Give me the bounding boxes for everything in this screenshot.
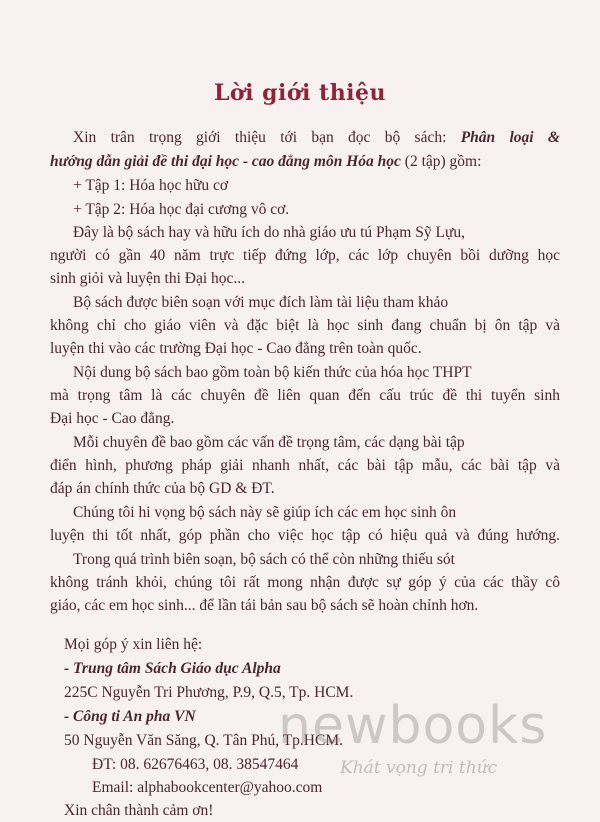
contact-heading: Mọi góp ý xin liên hệ: bbox=[64, 636, 203, 653]
contact-org-anpha-address: 50 Nguyễn Văn Săng, Q. Tân Phú, Tp.HCM. bbox=[64, 732, 343, 749]
topics-line-2: điển hình, phương pháp giải nhanh nhất, các bài tập mẫu, các bài tập và bbox=[50, 457, 560, 474]
contact-org-alpha-address: 225C Nguyễn Tri Phương, P.9, Q.5, Tp. HCM. bbox=[64, 684, 354, 701]
intro-line-1 bbox=[50, 127, 560, 149]
book-title-part1: Phân loại & bbox=[460, 129, 560, 146]
purpose-line-1: Bộ sách được biên soạn với mục đích làm tài liệu tham khảo bbox=[73, 294, 449, 311]
content-line-3: Đại học - Cao đẳng. bbox=[50, 410, 175, 427]
contact-phone: ĐT: 08. 62676463, 08. 38547464 bbox=[92, 756, 299, 773]
author-line-2: người có gần 40 năm trực tiếp đứng lớp, các lớp chuyên bồi dưỡng học bbox=[50, 247, 560, 264]
purpose-line-2: không chỉ cho giáo viên và đặc biệt là học sinh đang chuẩn bị ôn tập và bbox=[50, 317, 560, 334]
hope-line-1: Chúng tôi hi vọng bộ sách này sẽ giúp ích các em học sinh ôn bbox=[73, 504, 457, 521]
author-line-3: sinh giỏi và luyện thi Đại học... bbox=[50, 270, 246, 287]
purpose-line-3: luyện thi vào các trường Đại học - Cao đẳng trên toàn quốc. bbox=[50, 340, 422, 357]
feedback-line-2: không tránh khỏi, chúng tôi rất mong nhận được sự góp ý của các thầy cô bbox=[50, 574, 560, 591]
intro-tail: (2 tập) gồm: bbox=[400, 153, 482, 170]
volume-2: + Tập 2: Hóa học đại cương vô cơ. bbox=[73, 201, 290, 218]
contact-org-alpha: - Trung tâm Sách Giáo dục Alpha bbox=[64, 660, 281, 677]
contact-org-anpha: - Công ti An pha VN bbox=[64, 708, 196, 725]
closing-thanks: Xin chân thành cảm ơn! bbox=[64, 802, 214, 819]
page-title: Lời giới thiệu bbox=[213, 80, 387, 106]
newbooks-watermark: newbooks bbox=[278, 696, 548, 756]
intro-line-2 bbox=[50, 151, 481, 173]
watermark-tagline: Khát vọng tri thức bbox=[340, 758, 498, 778]
content-line-2: mà trọng tâm là các chuyên đề liên quan đến cấu trúc đề thi tuyển sinh bbox=[50, 387, 560, 404]
topics-line-1: Mỗi chuyên đề bao gồm các vấn đề trọng tâm, các dạng bài tập bbox=[73, 434, 465, 451]
contact-email: Email: alphabookcenter@yahoo.com bbox=[92, 779, 323, 796]
hope-line-2: luyện thi tốt nhất, góp phần cho việc học tập có hiệu quả và đúng hướng. bbox=[50, 527, 560, 544]
content-line-1: Nội dung bộ sách bao gồm toàn bộ kiến thức của hóa học THPT bbox=[73, 364, 472, 381]
intro-text: Xin trân trọng giới thiệu tới bạn đọc bộ sách: bbox=[73, 129, 461, 146]
feedback-line-3: giáo, các em học sinh... để lần tái bản sau bộ sách sẽ hoàn chỉnh hơn. bbox=[50, 597, 479, 614]
book-title-part2: hướng dẫn giải đề thi đại học - cao đẳng môn Hóa học bbox=[50, 153, 401, 170]
author-line-1: Đây là bộ sách hay và hữu ích do nhà giáo ưu tú Phạm Sỹ Lựu, bbox=[73, 224, 465, 241]
feedback-line-1: Trong quá trình biên soạn, bộ sách có thể còn những thiếu sót bbox=[73, 551, 455, 568]
topics-line-3: đáp án chính thức của bộ GD & ĐT. bbox=[50, 480, 275, 497]
volume-1: + Tập 1: Hóa học hữu cơ bbox=[73, 177, 229, 194]
